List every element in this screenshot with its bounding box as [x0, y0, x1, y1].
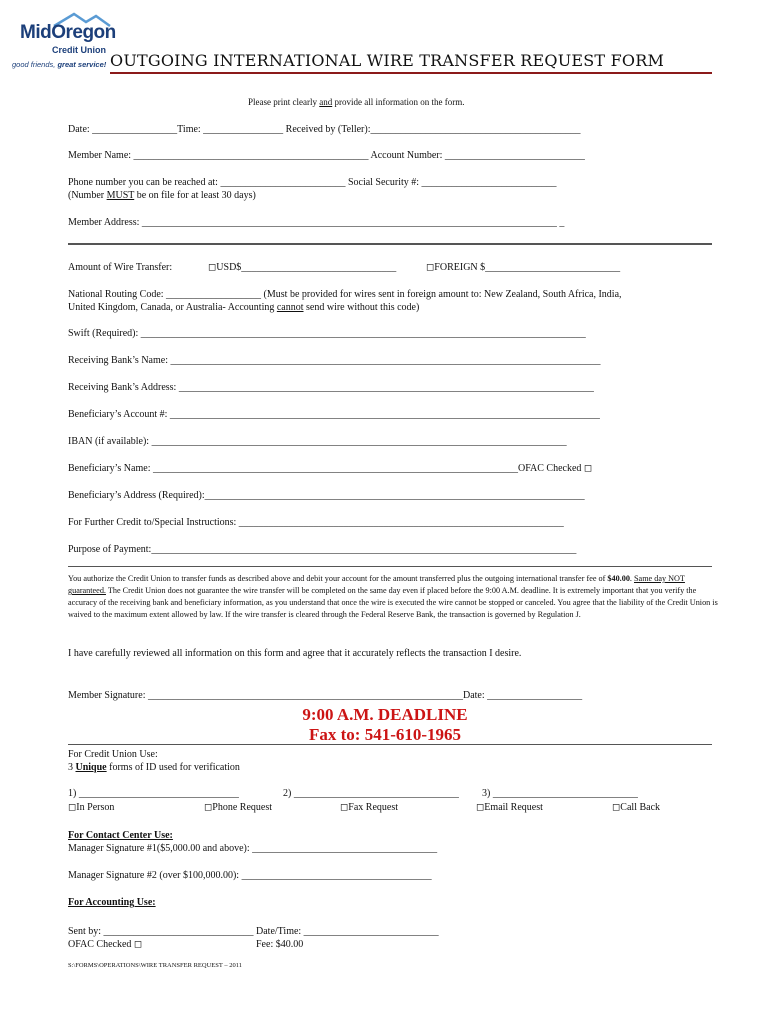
- form-title: OUTGOING INTERNATIONAL WIRE TRANSFER REQUEST FORM: [110, 51, 665, 70]
- amount-label: Amount of Wire Transfer:: [68, 262, 173, 273]
- footer-path: S:\FORMS\OPERATIONS\WIRE TRANSFER REQUEST – 2011: [68, 962, 242, 969]
- cu-use-heading: For Credit Union Use:: [68, 749, 158, 760]
- beneficiary-name-row[interactable]: Beneficiary’s Name: _________________________________________________________________________OFAC Checked ◻: [68, 463, 593, 474]
- id-field-1[interactable]: 1) ________________________________: [68, 788, 239, 799]
- logo-tagline: good friends, great service!: [12, 60, 107, 69]
- logo-name: MidOregon: [20, 22, 116, 43]
- member-address-row[interactable]: Member Address: ___________________________________________________________________________________ _: [68, 217, 565, 228]
- receiving-bank-name-row[interactable]: Receiving Bank’s Name: ______________________________________________________________________________________: [68, 355, 601, 366]
- date-time-teller-row[interactable]: Date: _________________Time: ________________ Received by (Teller):__________________________________________: [68, 124, 581, 135]
- routing-note: United Kingdom, Canada, or Australia- Accounting cannot send wire without this code): [68, 302, 420, 313]
- member-account-row[interactable]: Member Name: _______________________________________________ Account Number: ____________________________: [68, 150, 585, 161]
- usd-amount-field[interactable]: ◻USD$_______________________________: [208, 262, 397, 273]
- ofac-checked-checkbox[interactable]: OFAC Checked ◻: [68, 939, 143, 950]
- date-time-row[interactable]: Date/Time: ___________________________: [256, 926, 439, 937]
- iban-row[interactable]: IBAN (if available): ___________________________________________________________________________________: [68, 436, 567, 447]
- title-rule: [110, 72, 712, 74]
- id-verification-note: 3 Unique forms of ID used for verification: [68, 762, 240, 773]
- member-signature-row[interactable]: Member Signature: _______________________________________________________________Date: ___________________: [68, 690, 583, 701]
- authorization-paragraph: You authorize the Credit Union to transfer funds as described above and debit your account for the amount transferred plus the outgoing international transfer fee of $40.00. Same day NOT guaranteed. The Credit Union does not guarantee the wire transfer will be completed on the same day even if placed before the 9:00 A.M. deadline. It is extremely important that you verify the accuracy of the receiving bank and beneficiary information, as you understand that once the wire is executed the wire cannot be stopped or canceled. You agree that the liability of the Credit Union is waived to the maximum extent allowed by law. If the wire transfer is cleared through the Federal Reserve Bank, the transaction is governed by Regulation J.: [68, 574, 718, 619]
- method-phone-checkbox[interactable]: ◻Phone Request: [204, 802, 273, 813]
- deadline-heading: 9:00 A.M. DEADLINE: [302, 705, 468, 724]
- method-in-person-checkbox[interactable]: ◻In Person: [68, 802, 115, 813]
- contact-center-heading: For Contact Center Use:: [68, 830, 173, 841]
- manager-signature-2-row[interactable]: Manager Signature #2 (over $100,000.00): ______________________________________: [68, 870, 432, 881]
- reviewed-statement: I have carefully reviewed all information on this form and agree that it accurately reflects the transaction I desire.: [68, 648, 522, 659]
- sent-by-row[interactable]: Sent by: ______________________________: [68, 926, 254, 937]
- beneficiary-account-row[interactable]: Beneficiary’s Account #: ______________________________________________________________________________________: [68, 409, 600, 420]
- section-divider: [68, 566, 712, 567]
- fax-number: Fax to: 541-610-1965: [308, 725, 462, 744]
- section-divider: [68, 243, 712, 245]
- routing-code-row[interactable]: National Routing Code: ___________________ (Must be provided for wires sent in foreign amount to: New Zealand, South Africa, India,: [68, 289, 622, 300]
- foreign-amount-field[interactable]: ◻FOREIGN $___________________________: [426, 262, 621, 273]
- id-field-2[interactable]: 2) _________________________________: [283, 788, 459, 799]
- section-divider: [68, 744, 712, 745]
- logo: [12, 12, 116, 72]
- swift-row[interactable]: Swift (Required): _________________________________________________________________________________________: [68, 328, 586, 339]
- purpose-row[interactable]: Purpose of Payment:_____________________________________________________________________________________: [68, 544, 577, 555]
- manager-signature-1-row[interactable]: Manager Signature #1($5,000.00 and above): _____________________________________: [68, 843, 438, 854]
- beneficiary-address-row[interactable]: Beneficiary’s Address (Required):____________________________________________________________________________: [68, 490, 585, 501]
- method-fax-checkbox[interactable]: ◻Fax Request: [340, 802, 399, 813]
- receiving-bank-address-row[interactable]: Receiving Bank’s Address: ___________________________________________________________________________________: [68, 382, 594, 393]
- method-callback-checkbox[interactable]: ◻Call Back: [612, 802, 661, 813]
- method-email-checkbox[interactable]: ◻Email Request: [476, 802, 543, 813]
- phone-note: (Number MUST be on file for at least 30 days): [68, 190, 256, 201]
- logo-sub: Credit Union: [52, 45, 106, 55]
- accounting-heading: For Accounting Use:: [68, 897, 156, 908]
- fee-text: Fee: $40.00: [256, 939, 304, 950]
- intro-text: Please print clearly and provide all information on the form.: [248, 97, 465, 107]
- phone-ssn-row[interactable]: Phone number you can be reached at: _________________________ Social Security #: ___________________________: [68, 177, 557, 188]
- further-credit-row[interactable]: For Further Credit to/Special Instructions: _________________________________________________________________: [68, 517, 564, 528]
- id-field-3[interactable]: 3) _____________________________: [482, 788, 638, 799]
